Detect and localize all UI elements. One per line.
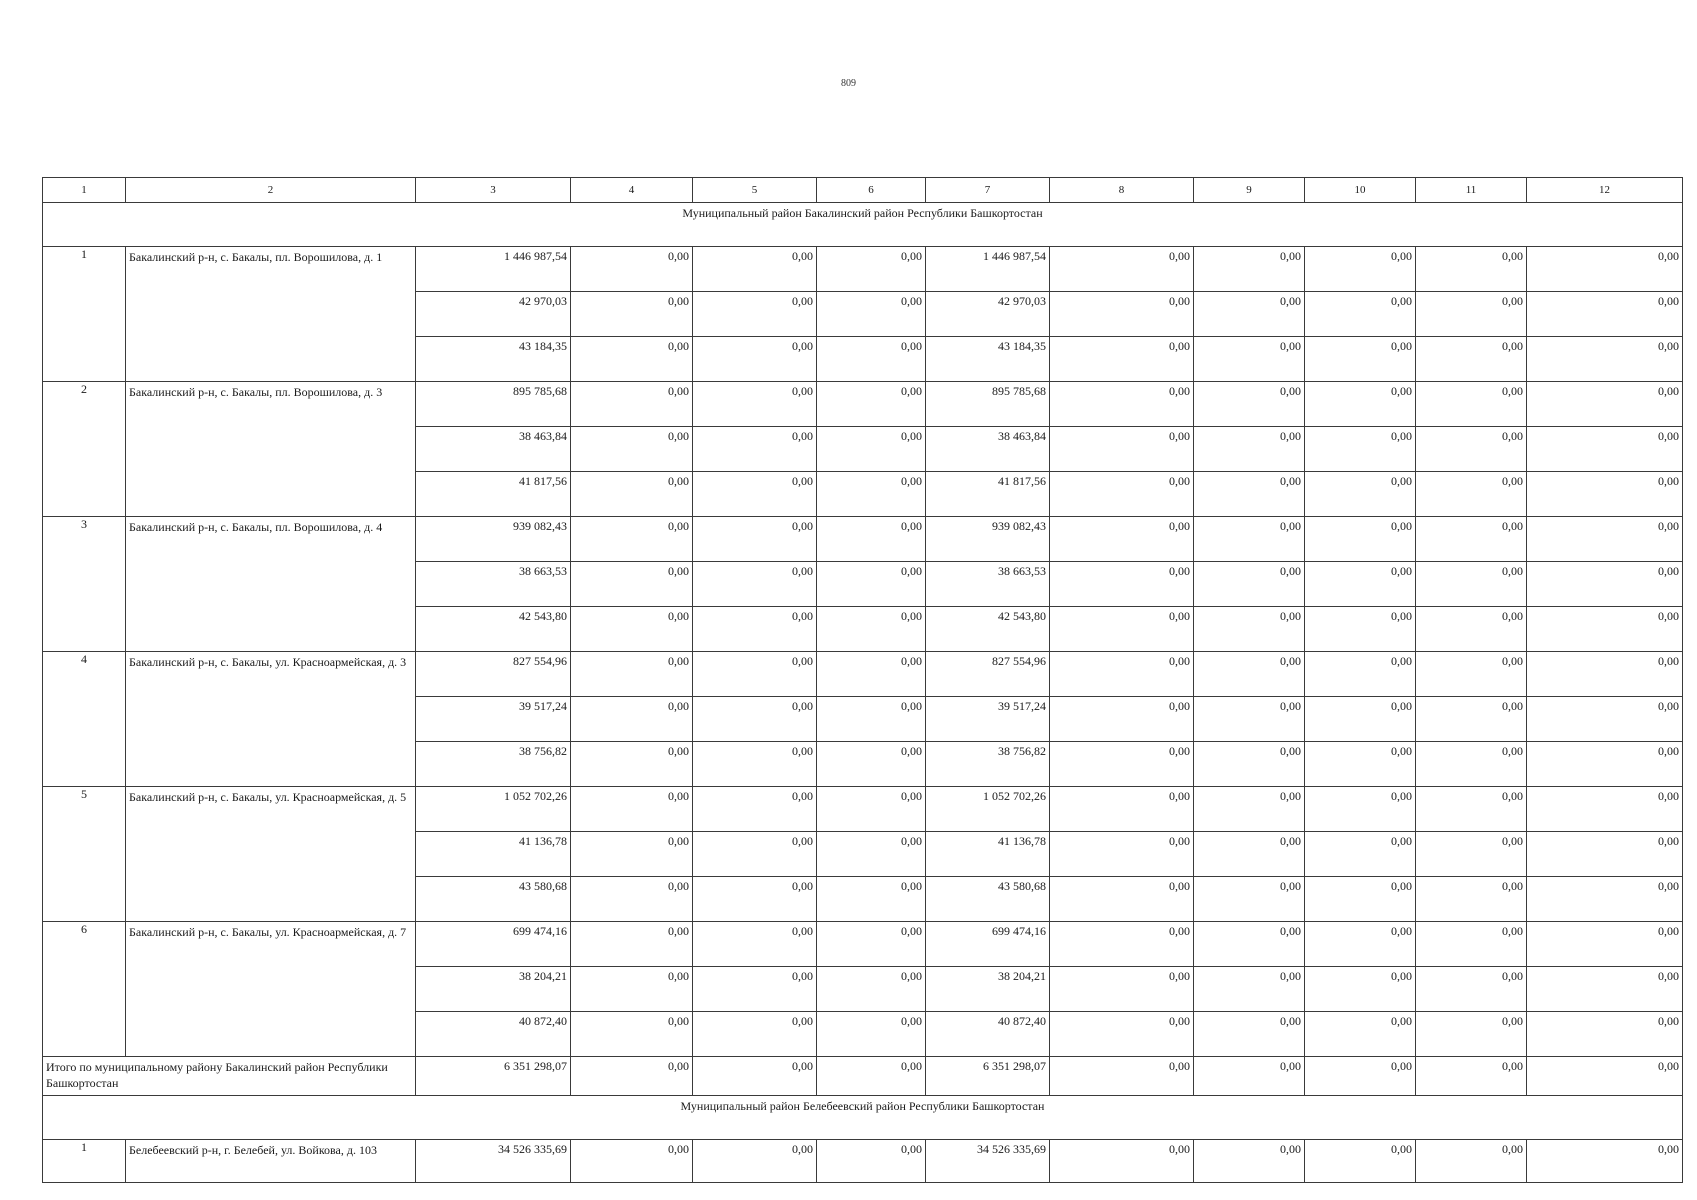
cell-col-9: 0,00: [1194, 1012, 1305, 1057]
cell-col-3: 41 136,78: [416, 832, 571, 877]
cell-col-4: 0,00: [571, 742, 693, 787]
cell-col-11: 0,00: [1416, 337, 1527, 382]
cell-col-5: 0,00: [693, 292, 817, 337]
total-col-10: 0,00: [1305, 1057, 1416, 1096]
cell-col-12: 0,00: [1527, 652, 1683, 697]
cell-col-3: 827 554,96: [416, 652, 571, 697]
cell-col-3: 1 446 987,54: [416, 247, 571, 292]
cell-col-7: 34 526 335,69: [926, 1140, 1050, 1183]
section-title-row: [43, 1096, 1683, 1140]
cell-col-10: 0,00: [1305, 1140, 1416, 1183]
cell-col-8: 0,00: [1050, 787, 1194, 832]
cell-col-4: 0,00: [571, 1012, 693, 1057]
item-number: 6: [43, 922, 126, 1057]
cell-col-3: 38 204,21: [416, 967, 571, 1012]
table-row: [43, 787, 1683, 832]
cell-col-11: 0,00: [1416, 292, 1527, 337]
cell-col-5: 0,00: [693, 832, 817, 877]
cell-col-9: 0,00: [1194, 967, 1305, 1012]
cell-col-10: 0,00: [1305, 382, 1416, 427]
item-address: Белебеевский р-н, г. Белебей, ул. Войкова, д. 103: [126, 1140, 416, 1183]
cell-col-4: 0,00: [571, 247, 693, 292]
cell-col-11: 0,00: [1416, 922, 1527, 967]
column-number-header: [43, 178, 1683, 203]
column-header-12: 12: [1527, 178, 1683, 203]
total-col-12: 0,00: [1527, 1057, 1683, 1096]
cell-col-5: 0,00: [693, 517, 817, 562]
cell-col-10: 0,00: [1305, 1012, 1416, 1057]
cell-col-10: 0,00: [1305, 562, 1416, 607]
cell-col-5: 0,00: [693, 607, 817, 652]
cell-col-7: 38 463,84: [926, 427, 1050, 472]
cell-col-8: 0,00: [1050, 607, 1194, 652]
cell-col-11: 0,00: [1416, 607, 1527, 652]
total-col-11: 0,00: [1416, 1057, 1527, 1096]
cell-col-5: 0,00: [693, 382, 817, 427]
cell-col-12: 0,00: [1527, 967, 1683, 1012]
cell-col-6: 0,00: [817, 562, 926, 607]
report-table: [42, 177, 1683, 1183]
column-header-10: 10: [1305, 178, 1416, 203]
cell-col-10: 0,00: [1305, 427, 1416, 472]
cell-col-8: 0,00: [1050, 427, 1194, 472]
cell-col-8: 0,00: [1050, 517, 1194, 562]
cell-col-4: 0,00: [571, 517, 693, 562]
cell-col-6: 0,00: [817, 922, 926, 967]
cell-col-3: 38 463,84: [416, 427, 571, 472]
cell-col-6: 0,00: [817, 652, 926, 697]
cell-col-6: 0,00: [817, 1012, 926, 1057]
cell-col-10: 0,00: [1305, 247, 1416, 292]
cell-col-4: 0,00: [571, 832, 693, 877]
cell-col-11: 0,00: [1416, 1140, 1527, 1183]
cell-col-4: 0,00: [571, 922, 693, 967]
cell-col-12: 0,00: [1527, 1012, 1683, 1057]
cell-col-9: 0,00: [1194, 832, 1305, 877]
cell-col-11: 0,00: [1416, 652, 1527, 697]
cell-col-11: 0,00: [1416, 697, 1527, 742]
cell-col-9: 0,00: [1194, 292, 1305, 337]
cell-col-4: 0,00: [571, 787, 693, 832]
cell-col-11: 0,00: [1416, 787, 1527, 832]
item-number: 4: [43, 652, 126, 787]
cell-col-3: 34 526 335,69: [416, 1140, 571, 1183]
column-header-5: 5: [693, 178, 817, 203]
cell-col-9: 0,00: [1194, 922, 1305, 967]
cell-col-5: 0,00: [693, 922, 817, 967]
cell-col-9: 0,00: [1194, 742, 1305, 787]
cell-col-12: 0,00: [1527, 1140, 1683, 1183]
cell-col-3: 1 052 702,26: [416, 787, 571, 832]
cell-col-3: 40 872,40: [416, 1012, 571, 1057]
cell-col-12: 0,00: [1527, 382, 1683, 427]
cell-col-3: 38 756,82: [416, 742, 571, 787]
column-header-8: 8: [1050, 178, 1194, 203]
cell-col-11: 0,00: [1416, 562, 1527, 607]
cell-col-8: 0,00: [1050, 652, 1194, 697]
cell-col-12: 0,00: [1527, 562, 1683, 607]
cell-col-12: 0,00: [1527, 742, 1683, 787]
table-row: [43, 382, 1683, 427]
column-header-3: 3: [416, 178, 571, 203]
total-label: Итого по муниципальному району Бакалинский район Республики Башкортостан: [43, 1057, 416, 1096]
column-header-9: 9: [1194, 178, 1305, 203]
cell-col-10: 0,00: [1305, 922, 1416, 967]
cell-col-7: 1 446 987,54: [926, 247, 1050, 292]
cell-col-8: 0,00: [1050, 472, 1194, 517]
cell-col-9: 0,00: [1194, 247, 1305, 292]
cell-col-12: 0,00: [1527, 607, 1683, 652]
cell-col-6: 0,00: [817, 382, 926, 427]
cell-col-9: 0,00: [1194, 607, 1305, 652]
cell-col-4: 0,00: [571, 472, 693, 517]
cell-col-7: 43 580,68: [926, 877, 1050, 922]
cell-col-7: 39 517,24: [926, 697, 1050, 742]
table-row: [43, 1140, 1683, 1183]
cell-col-12: 0,00: [1527, 877, 1683, 922]
cell-col-8: 0,00: [1050, 562, 1194, 607]
item-address: Бакалинский р-н, с. Бакалы, ул. Красноармейская, д. 5: [126, 787, 416, 922]
cell-col-8: 0,00: [1050, 247, 1194, 292]
cell-col-5: 0,00: [693, 697, 817, 742]
cell-col-9: 0,00: [1194, 427, 1305, 472]
cell-col-10: 0,00: [1305, 787, 1416, 832]
cell-col-8: 0,00: [1050, 292, 1194, 337]
cell-col-4: 0,00: [571, 562, 693, 607]
cell-col-10: 0,00: [1305, 337, 1416, 382]
cell-col-10: 0,00: [1305, 832, 1416, 877]
cell-col-11: 0,00: [1416, 1012, 1527, 1057]
cell-col-7: 38 663,53: [926, 562, 1050, 607]
cell-col-7: 42 543,80: [926, 607, 1050, 652]
cell-col-7: 38 756,82: [926, 742, 1050, 787]
cell-col-12: 0,00: [1527, 472, 1683, 517]
section-title: Муниципальный район Бакалинский район Республики Башкортостан: [43, 203, 1683, 247]
cell-col-9: 0,00: [1194, 517, 1305, 562]
cell-col-8: 0,00: [1050, 337, 1194, 382]
cell-col-8: 0,00: [1050, 877, 1194, 922]
column-header-4: 4: [571, 178, 693, 203]
total-col-6: 0,00: [817, 1057, 926, 1096]
cell-col-11: 0,00: [1416, 742, 1527, 787]
cell-col-10: 0,00: [1305, 292, 1416, 337]
cell-col-5: 0,00: [693, 877, 817, 922]
cell-col-12: 0,00: [1527, 292, 1683, 337]
cell-col-11: 0,00: [1416, 877, 1527, 922]
cell-col-12: 0,00: [1527, 832, 1683, 877]
item-address: Бакалинский р-н, с. Бакалы, пл. Ворошилова, д. 1: [126, 247, 416, 382]
cell-col-5: 0,00: [693, 337, 817, 382]
cell-col-6: 0,00: [817, 787, 926, 832]
cell-col-4: 0,00: [571, 607, 693, 652]
cell-col-12: 0,00: [1527, 922, 1683, 967]
cell-col-11: 0,00: [1416, 382, 1527, 427]
cell-col-6: 0,00: [817, 292, 926, 337]
cell-col-9: 0,00: [1194, 652, 1305, 697]
cell-col-9: 0,00: [1194, 472, 1305, 517]
cell-col-6: 0,00: [817, 607, 926, 652]
cell-col-9: 0,00: [1194, 1140, 1305, 1183]
cell-col-3: 42 543,80: [416, 607, 571, 652]
cell-col-6: 0,00: [817, 742, 926, 787]
cell-col-3: 939 082,43: [416, 517, 571, 562]
column-header-7: 7: [926, 178, 1050, 203]
cell-col-12: 0,00: [1527, 427, 1683, 472]
item-number: 1: [43, 1140, 126, 1183]
total-col-9: 0,00: [1194, 1057, 1305, 1096]
cell-col-5: 0,00: [693, 1012, 817, 1057]
column-header-2: 2: [126, 178, 416, 203]
cell-col-7: 699 474,16: [926, 922, 1050, 967]
cell-col-6: 0,00: [817, 427, 926, 472]
cell-col-7: 41 136,78: [926, 832, 1050, 877]
cell-col-5: 0,00: [693, 562, 817, 607]
cell-col-6: 0,00: [817, 472, 926, 517]
item-number: 3: [43, 517, 126, 652]
cell-col-8: 0,00: [1050, 742, 1194, 787]
cell-col-8: 0,00: [1050, 382, 1194, 427]
report-table-body: [43, 178, 1683, 1183]
page-number: 809: [841, 78, 856, 89]
cell-col-6: 0,00: [817, 247, 926, 292]
cell-col-10: 0,00: [1305, 652, 1416, 697]
report-table-container: [42, 177, 1682, 1183]
table-row: [43, 517, 1683, 562]
cell-col-4: 0,00: [571, 337, 693, 382]
item-number: 2: [43, 382, 126, 517]
cell-col-10: 0,00: [1305, 697, 1416, 742]
cell-col-11: 0,00: [1416, 427, 1527, 472]
cell-col-12: 0,00: [1527, 247, 1683, 292]
cell-col-11: 0,00: [1416, 472, 1527, 517]
cell-col-9: 0,00: [1194, 787, 1305, 832]
cell-col-8: 0,00: [1050, 967, 1194, 1012]
column-header-1: 1: [43, 178, 126, 203]
cell-col-12: 0,00: [1527, 517, 1683, 562]
cell-col-10: 0,00: [1305, 517, 1416, 562]
total-col-5: 0,00: [693, 1057, 817, 1096]
cell-col-5: 0,00: [693, 787, 817, 832]
cell-col-8: 0,00: [1050, 697, 1194, 742]
cell-col-3: 38 663,53: [416, 562, 571, 607]
cell-col-7: 38 204,21: [926, 967, 1050, 1012]
cell-col-4: 0,00: [571, 292, 693, 337]
cell-col-8: 0,00: [1050, 922, 1194, 967]
cell-col-12: 0,00: [1527, 787, 1683, 832]
cell-col-8: 0,00: [1050, 1012, 1194, 1057]
total-col-4: 0,00: [571, 1057, 693, 1096]
cell-col-4: 0,00: [571, 382, 693, 427]
cell-col-4: 0,00: [571, 652, 693, 697]
cell-col-7: 827 554,96: [926, 652, 1050, 697]
cell-col-3: 43 580,68: [416, 877, 571, 922]
column-header-6: 6: [817, 178, 926, 203]
cell-col-10: 0,00: [1305, 877, 1416, 922]
cell-col-6: 0,00: [817, 877, 926, 922]
cell-col-4: 0,00: [571, 967, 693, 1012]
cell-col-3: 42 970,03: [416, 292, 571, 337]
cell-col-4: 0,00: [571, 1140, 693, 1183]
total-col-8: 0,00: [1050, 1057, 1194, 1096]
cell-col-3: 895 785,68: [416, 382, 571, 427]
cell-col-9: 0,00: [1194, 337, 1305, 382]
cell-col-7: 1 052 702,26: [926, 787, 1050, 832]
cell-col-7: 43 184,35: [926, 337, 1050, 382]
cell-col-8: 0,00: [1050, 832, 1194, 877]
table-row: [43, 652, 1683, 697]
cell-col-4: 0,00: [571, 697, 693, 742]
cell-col-7: 939 082,43: [926, 517, 1050, 562]
cell-col-7: 895 785,68: [926, 382, 1050, 427]
cell-col-5: 0,00: [693, 247, 817, 292]
cell-col-6: 0,00: [817, 517, 926, 562]
cell-col-5: 0,00: [693, 652, 817, 697]
cell-col-6: 0,00: [817, 832, 926, 877]
cell-col-6: 0,00: [817, 337, 926, 382]
cell-col-7: 42 970,03: [926, 292, 1050, 337]
cell-col-6: 0,00: [817, 1140, 926, 1183]
cell-col-7: 40 872,40: [926, 1012, 1050, 1057]
cell-col-5: 0,00: [693, 742, 817, 787]
cell-col-7: 41 817,56: [926, 472, 1050, 517]
cell-col-8: 0,00: [1050, 1140, 1194, 1183]
item-number: 5: [43, 787, 126, 922]
cell-col-10: 0,00: [1305, 742, 1416, 787]
total-col-3: 6 351 298,07: [416, 1057, 571, 1096]
cell-col-9: 0,00: [1194, 562, 1305, 607]
cell-col-4: 0,00: [571, 877, 693, 922]
cell-col-11: 0,00: [1416, 832, 1527, 877]
cell-col-10: 0,00: [1305, 472, 1416, 517]
cell-col-6: 0,00: [817, 967, 926, 1012]
item-number: 1: [43, 247, 126, 382]
cell-col-3: 41 817,56: [416, 472, 571, 517]
cell-col-12: 0,00: [1527, 697, 1683, 742]
cell-col-5: 0,00: [693, 1140, 817, 1183]
cell-col-4: 0,00: [571, 427, 693, 472]
section-title-row: [43, 203, 1683, 247]
cell-col-12: 0,00: [1527, 337, 1683, 382]
cell-col-3: 699 474,16: [416, 922, 571, 967]
cell-col-3: 39 517,24: [416, 697, 571, 742]
cell-col-9: 0,00: [1194, 382, 1305, 427]
section-title: Муниципальный район Белебеевский район Республики Башкортостан: [43, 1096, 1683, 1140]
cell-col-9: 0,00: [1194, 877, 1305, 922]
cell-col-10: 0,00: [1305, 607, 1416, 652]
cell-col-5: 0,00: [693, 427, 817, 472]
total-col-7: 6 351 298,07: [926, 1057, 1050, 1096]
table-row: [43, 922, 1683, 967]
cell-col-5: 0,00: [693, 472, 817, 517]
cell-col-9: 0,00: [1194, 697, 1305, 742]
item-address: Бакалинский р-н, с. Бакалы, ул. Красноармейская, д. 3: [126, 652, 416, 787]
item-address: Бакалинский р-н, с. Бакалы, пл. Ворошилова, д. 3: [126, 382, 416, 517]
item-address: Бакалинский р-н, с. Бакалы, пл. Ворошилова, д. 4: [126, 517, 416, 652]
cell-col-11: 0,00: [1416, 247, 1527, 292]
table-row: [43, 247, 1683, 292]
cell-col-11: 0,00: [1416, 967, 1527, 1012]
item-address: Бакалинский р-н, с. Бакалы, ул. Красноармейская, д. 7: [126, 922, 416, 1057]
cell-col-6: 0,00: [817, 697, 926, 742]
cell-col-11: 0,00: [1416, 517, 1527, 562]
cell-col-10: 0,00: [1305, 967, 1416, 1012]
cell-col-5: 0,00: [693, 967, 817, 1012]
cell-col-3: 43 184,35: [416, 337, 571, 382]
column-header-11: 11: [1416, 178, 1527, 203]
total-row: [43, 1057, 1683, 1096]
